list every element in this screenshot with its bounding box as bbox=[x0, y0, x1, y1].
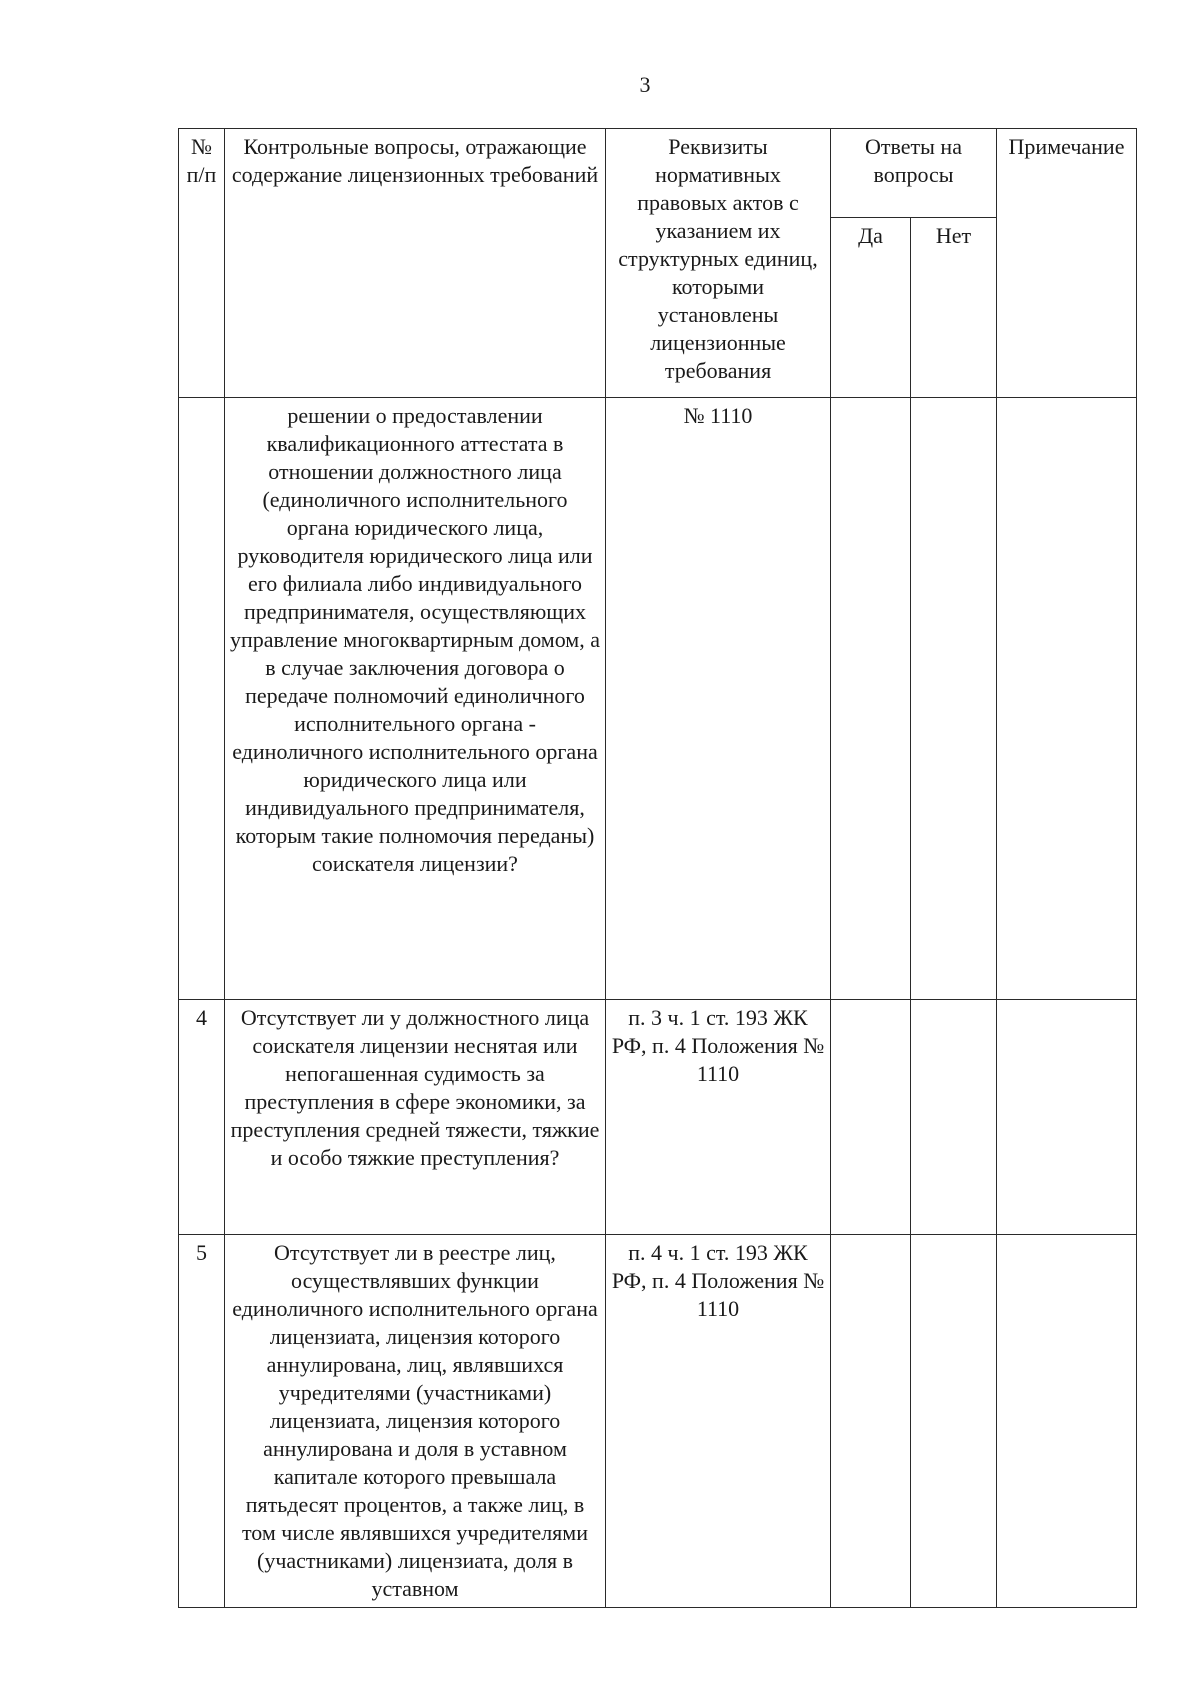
header-num: № п/п bbox=[179, 129, 225, 398]
header-question: Контрольные вопросы, отражающие содержание лицензионных требований bbox=[225, 129, 606, 398]
row-answer-yes bbox=[831, 1235, 911, 1608]
page-number: 3 bbox=[639, 72, 651, 97]
header-note: Примечание bbox=[997, 129, 1137, 398]
table-row bbox=[179, 1235, 1137, 1608]
row-question: Отсутствует ли в реестре лиц, осуществлявших функции единоличного исполнительного органа лицензиата, лицензия которого аннулирована, лиц, являвшихся учредителями (участниками) лицензиата, лицензия которого аннулирована и доля в уставном капитале которого превышала пятьдесят процентов, а также лиц, в том числе являвшихся учредителями (участниками) лицензиата, доля в уставном bbox=[225, 1235, 606, 1608]
row-note bbox=[997, 398, 1137, 1000]
checklist-table bbox=[178, 128, 1137, 1608]
row-num: 5 bbox=[179, 1235, 225, 1608]
row-answer-yes bbox=[831, 1000, 911, 1235]
row-num: 4 bbox=[179, 1000, 225, 1235]
table-row bbox=[179, 398, 1137, 1000]
header-requisites: Реквизиты нормативных правовых актов с указанием их структурных единиц, которыми установлены лицензионные требования bbox=[606, 129, 831, 398]
row-answer-no bbox=[911, 1000, 997, 1235]
header-yes: Да bbox=[831, 218, 911, 398]
row-question: Отсутствует ли у должностного лица соискателя лицензии неснятая или непогашенная судимость за преступления в сфере экономики, за преступления средней тяжести, тяжкие и особо тяжкие преступления? bbox=[225, 1000, 606, 1235]
row-requisites: № 1110 bbox=[606, 398, 831, 1000]
row-question: решении о предоставлении квалификационного аттестата в отношении должностного лица (единоличного исполнительного органа юридического лица, руководителя юридического лица или его филиала либо индивидуального предпринимателя, осуществляющих управление многоквартирным домом, а в случае заключения договора о передаче полномочий единоличного исполнительного органа - единоличного исполнительного органа юридического лица или индивидуального предпринимателя, которым такие полномочия переданы) соискателя лицензии? bbox=[225, 398, 606, 1000]
row-answer-yes bbox=[831, 398, 911, 1000]
row-note bbox=[997, 1000, 1137, 1235]
header-no: Нет bbox=[911, 218, 997, 398]
row-num bbox=[179, 398, 225, 1000]
row-answer-no bbox=[911, 398, 997, 1000]
table-row bbox=[179, 1000, 1137, 1235]
header-row bbox=[179, 129, 1137, 218]
row-note bbox=[997, 1235, 1137, 1608]
row-requisites: п. 4 ч. 1 ст. 193 ЖК РФ, п. 4 Положения № 1110 bbox=[606, 1235, 831, 1608]
row-requisites: п. 3 ч. 1 ст. 193 ЖК РФ, п. 4 Положения № 1110 bbox=[606, 1000, 831, 1235]
header-answers: Ответы на вопросы bbox=[831, 129, 997, 218]
row-answer-no bbox=[911, 1235, 997, 1608]
